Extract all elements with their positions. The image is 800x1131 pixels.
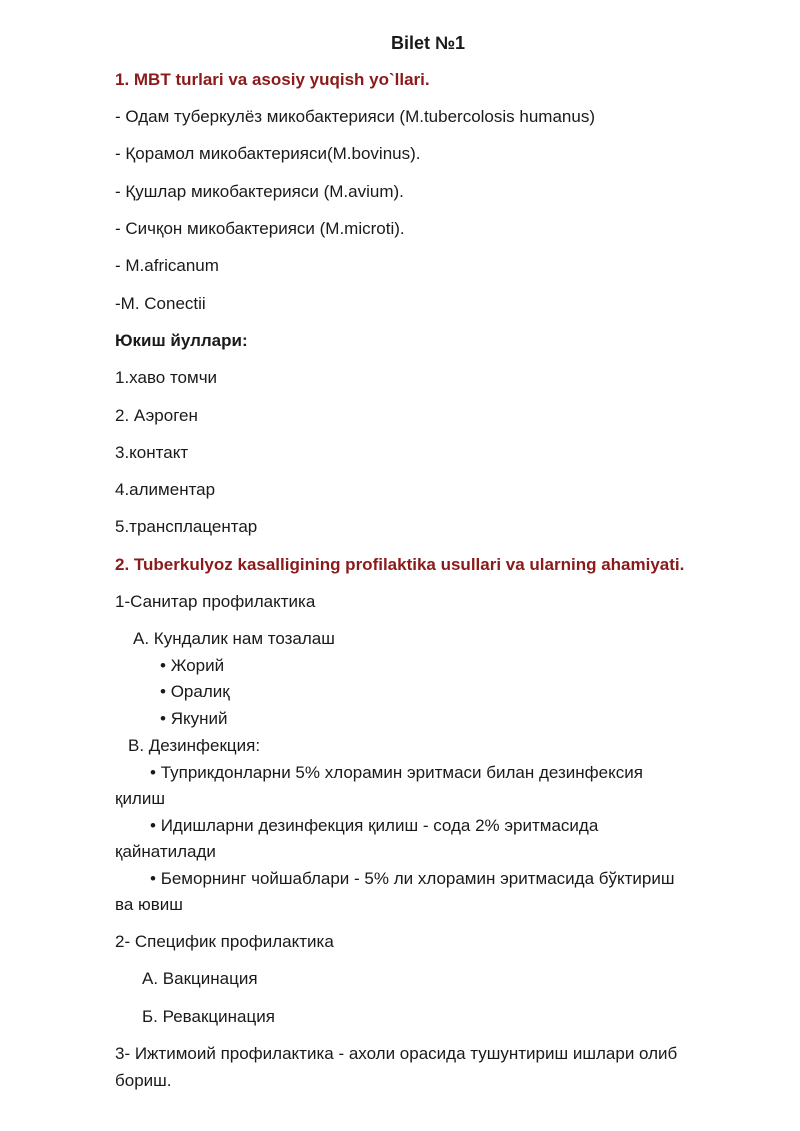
- disinfection-item: • Идишларни дезинфекция қилиш - сода 2% эритмасида: [150, 815, 598, 837]
- specific-item: Б. Ревакцинация: [142, 1007, 275, 1026]
- route-item: 5.трансплацентар: [115, 517, 258, 536]
- specific-label: 2- Специфик профилактика: [115, 932, 334, 951]
- sanitary-label: 1-Санитар профилактика: [115, 592, 316, 611]
- mbt-type-item: - Сичқон микобактерияси (M.microti).: [115, 219, 405, 238]
- disinfection-item-continued: қилиш: [115, 789, 165, 808]
- mbt-type-item: - Қорамол микобактерияси(M.bovinus).: [115, 144, 421, 163]
- sanitary-a-label: А. Кундалик нам тозалаш: [133, 629, 335, 648]
- disinfection-item: • Туприкдонларни 5% хлорамин эритмаси билан дезинфексия: [150, 762, 643, 784]
- mbt-type-item: -M. Conectii: [115, 294, 206, 313]
- route-item: 4.алиментар: [115, 480, 216, 499]
- page-title: Bilet №1: [390, 33, 466, 53]
- routes-heading: Юкиш йуллари:: [115, 331, 248, 350]
- mbt-type-item: - Одам туберкулёз микобактерияси (M.tubercolosis humanus): [115, 107, 595, 126]
- sanitary-a-item: • Оралиқ: [160, 681, 230, 703]
- route-item: 3.контакт: [115, 443, 189, 462]
- route-item: 1.хаво томчи: [115, 368, 218, 387]
- disinfection-item-continued: қайнатилади: [115, 842, 216, 861]
- mbt-type-item: - M.africanum: [115, 256, 219, 275]
- route-item: 2. Аэроген: [115, 406, 198, 425]
- section1-heading: 1. MBT turlari va asosiy yuqish yo`llari.: [115, 70, 430, 89]
- disinfection-item-continued: ва ювиш: [115, 895, 183, 914]
- specific-item: А. Вакцинация: [142, 969, 258, 988]
- disinfection-item: • Беморнинг чойшаблари - 5% ли хлорамин эритмасида бўктириш: [150, 868, 674, 890]
- sanitary-a-item: • Жорий: [160, 655, 224, 677]
- sanitary-a-item: • Якуний: [160, 708, 227, 730]
- sanitary-b-label: В. Дезинфекция:: [128, 736, 261, 755]
- social-prophylaxis: 3- Ижтимоий профилактика - ахоли орасида тушунтириш ишлари олиб: [115, 1044, 678, 1063]
- social-prophylaxis-continued: бориш.: [115, 1071, 172, 1090]
- section2-heading: 2. Tuberkulyoz kasalligining profilaktika usullari va ularning ahamiyati.: [115, 555, 685, 574]
- mbt-type-item: - Қушлар микобактерияси (M.avium).: [115, 182, 404, 201]
